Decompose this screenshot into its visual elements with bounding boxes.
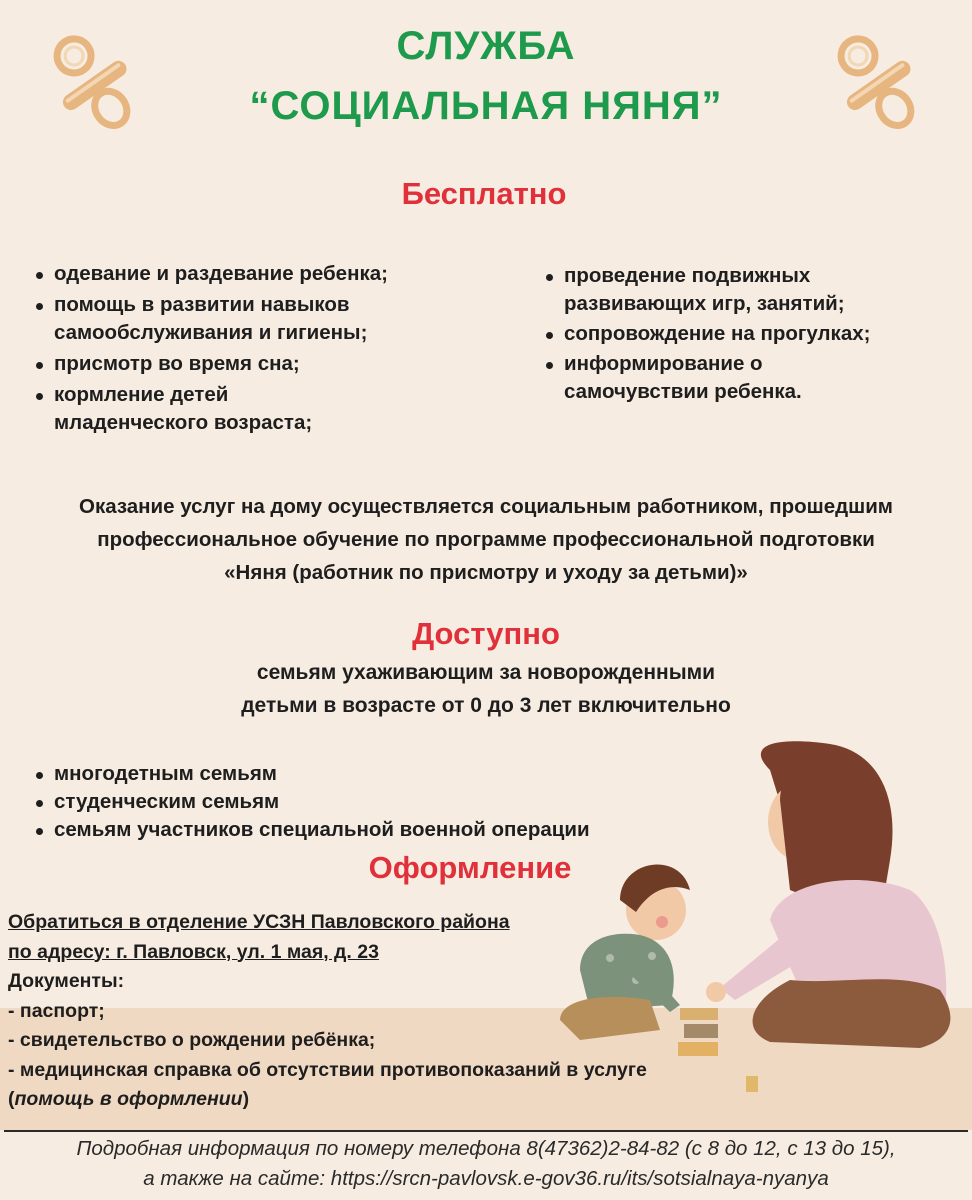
- available-description: [0, 656, 972, 722]
- list-item: семьям участников специальной военной операции: [34, 816, 674, 844]
- list-item: многодетным семьям: [34, 760, 674, 788]
- services-list-right: [544, 262, 944, 408]
- registration-block: [8, 908, 647, 1115]
- free-heading: Бесплатно: [401, 176, 567, 211]
- address-line: Обратиться в отделение УСЗН Павловского района: [8, 911, 510, 933]
- footer-website-line: а также на сайте: https://srcn-pavlovsk.e-gov36.ru/its/sotsialnaya-nyanya: [143, 1167, 829, 1190]
- list-item: сопровождение на прогулках;: [544, 320, 944, 348]
- list-item: помощь в развитии навыков самообслуживания и гигиены;: [34, 291, 454, 347]
- info-line: «Няня (работник по присмотру и уходу за детьми)»: [224, 561, 748, 584]
- document-item: - медицинская справка об отсутствии противопоказаний в услуге: [8, 1058, 647, 1081]
- info-paragraph: [0, 490, 972, 589]
- page-title-line1: СЛУЖБА: [396, 24, 576, 68]
- documents-label: Документы:: [8, 970, 125, 992]
- info-line: профессиональное обучение по программе профессиональной подготовки: [97, 528, 875, 551]
- info-line: Оказание услуг на дому осуществляется социальным работником, прошедшим: [79, 495, 893, 518]
- available-line: семьям ухаживающим за новорожденными: [256, 661, 716, 684]
- list-item: проведение подвижных развивающих игр, занятий;: [544, 262, 874, 318]
- list-item: информирование о самочувствии ребенка.: [544, 350, 844, 406]
- available-heading: Доступно: [412, 616, 560, 651]
- help-close: ): [242, 1088, 250, 1110]
- divider: [4, 1130, 968, 1132]
- list-item: одевание и раздевание ребенка;: [34, 260, 454, 288]
- available-line: детьми в возрасте от 0 до 3 лет включительно: [241, 694, 731, 717]
- list-item: присмотр во время сна;: [34, 350, 454, 378]
- document-item: - паспорт;: [8, 999, 105, 1022]
- registration-heading: Оформление: [368, 850, 572, 885]
- services-list-left: [34, 260, 454, 440]
- help-text: помощь в оформлении: [14, 1088, 243, 1110]
- footer: [0, 1134, 972, 1194]
- help-open: (: [8, 1088, 15, 1110]
- families-list: [34, 760, 674, 844]
- list-item: кормление детей младенческого возраста;: [34, 381, 364, 437]
- help-note: [8, 1085, 647, 1115]
- list-item: студенческим семьям: [34, 788, 674, 816]
- document-item: - свидетельство о рождении ребёнка;: [8, 1029, 376, 1051]
- page-title-line2: “СОЦИАЛЬНАЯ НЯНЯ”: [249, 84, 723, 128]
- footer-phone-line: Подробная информация по номеру телефона 8(47362)2-84-82 (с 8 до 12, с 13 до 15),: [76, 1137, 896, 1160]
- address-line: по адресу: г. Павловск, ул. 1 мая, д. 23: [8, 940, 379, 963]
